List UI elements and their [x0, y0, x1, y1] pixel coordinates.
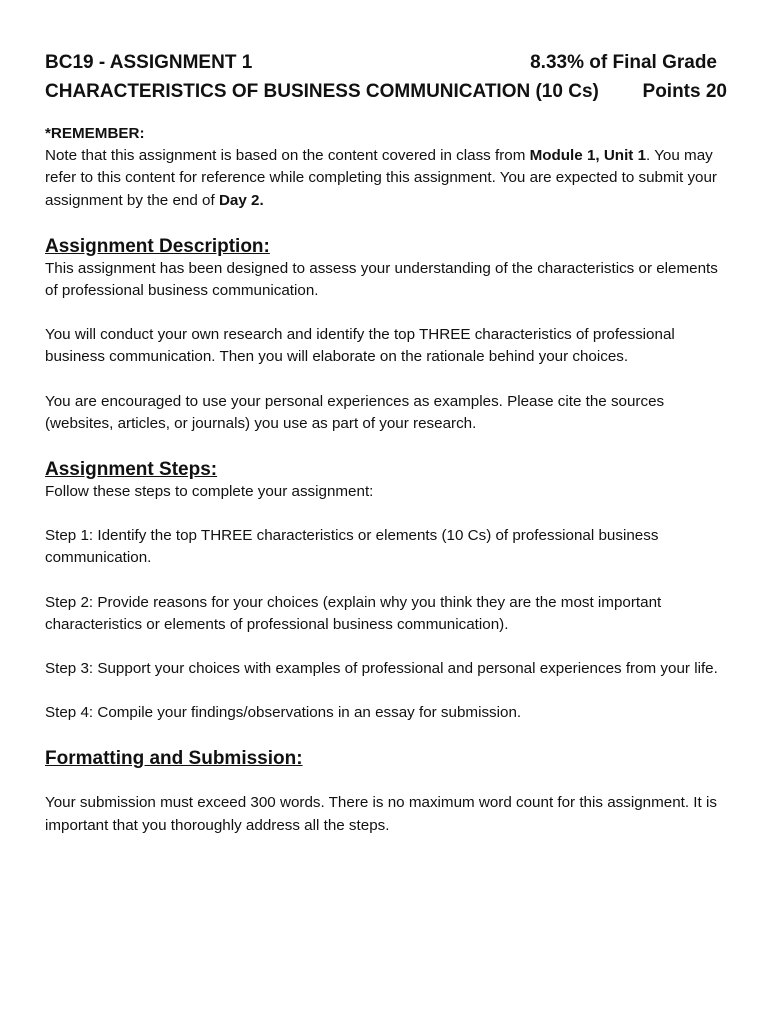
- steps-section: [45, 481, 727, 724]
- assignment-document: [45, 48, 727, 837]
- step-item: Step 1: Identify the top THREE characteristics or elements (10 Cs) of professional business communication.: [45, 527, 659, 567]
- step-item: Step 4: Compile your findings/observations in an essay for submission.: [45, 704, 522, 722]
- steps-intro: Follow these steps to complete your assignment:: [45, 483, 374, 501]
- grade-weight: 8.33% of Final Grade: [530, 52, 717, 73]
- points-label: Points 20: [642, 81, 727, 102]
- remember-module-ref: Module 1, Unit 1: [529, 147, 647, 165]
- steps-heading: Assignment Steps:: [45, 459, 218, 481]
- remember-note-part1: Note that this assignment is based on the content covered in class from: [45, 147, 530, 165]
- header-row-2: [45, 77, 727, 106]
- header-row-1: [45, 48, 727, 77]
- remember-block: [45, 123, 727, 212]
- remember-label: *REMEMBER:: [45, 125, 145, 142]
- description-paragraph: This assignment has been designed to assess your understanding of the characteristics or elements of professional business communication.: [45, 259, 718, 300]
- remember-note-part2: . You may refer to this content for reference while completing this assignment. You are expected to submit your assignment by the end of: [45, 147, 717, 209]
- step-item: Step 2: Provide reasons for your choices (explain why you think they are the most important characteristics or elements of professional business communication).: [45, 593, 662, 633]
- remember-note: [45, 145, 727, 212]
- formatting-text: Your submission must exceed 300 words. There is no maximum word count for this assignment. It is important that you thoroughly address all the steps.: [45, 794, 717, 834]
- assignment-title: BC19 - ASSIGNMENT 1: [45, 52, 253, 73]
- subject-title: CHARACTERISTICS OF BUSINESS COMMUNICATION (10 Cs): [45, 81, 599, 102]
- remember-due-day: Day 2.: [218, 191, 264, 209]
- description-paragraph: You will conduct your own research and identify the top THREE characteristics of professional business communication. Then you will elaborate on the rationale behind your choices.: [45, 326, 675, 366]
- step-item: Step 3: Support your choices with examples of professional and personal experiences from your life.: [45, 660, 718, 678]
- description-heading: Assignment Description:: [45, 235, 270, 257]
- description-section: [45, 258, 727, 435]
- formatting-section: [45, 792, 727, 836]
- description-paragraph: You are encouraged to use your personal experiences as examples. Please cite the sources (websites, articles, or journals) you use as part of your research.: [45, 392, 665, 432]
- formatting-heading: Formatting and Submission:: [45, 748, 303, 770]
